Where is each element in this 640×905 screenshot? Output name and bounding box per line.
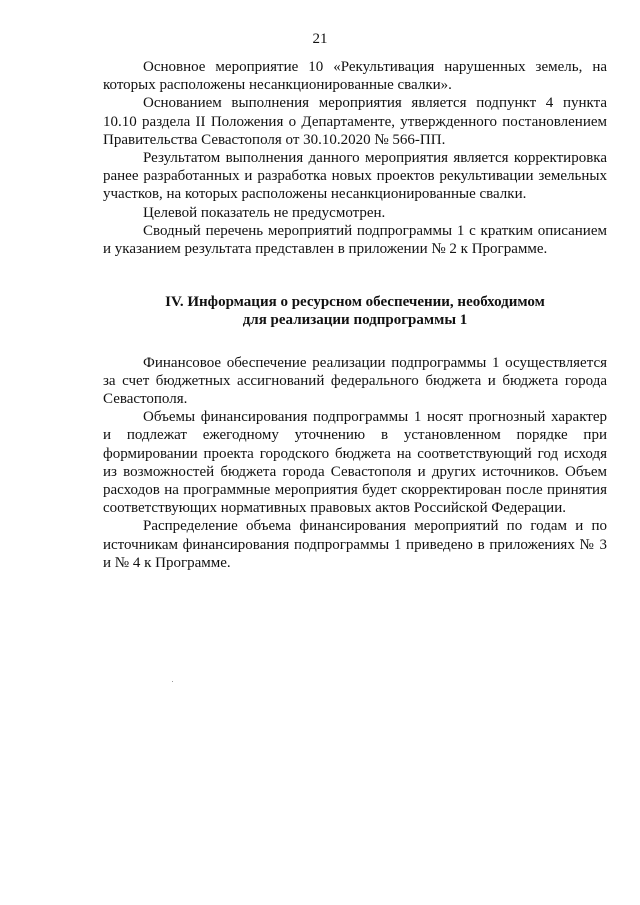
page-number: 21 xyxy=(312,31,328,47)
scan-speck xyxy=(172,681,173,682)
paragraph-target-indicator: Целевой показатель не предусмотрен. xyxy=(143,204,386,221)
section-heading-line-1: IV. Информация о ресурсном обеспечении, необходимом xyxy=(165,294,545,311)
paragraph-activity-result: Результатом выполнения данного мероприятия является корректировка ранее разработанных и разработка новых проектов рекультивации земельных участков, на которых расположены несанкционированные свалки. xyxy=(103,150,607,203)
paragraph-activity-10-title: Основное мероприятие 10 «Рекультивация нарушенных земель, на которых расположены несанкционированные свалки». xyxy=(103,59,607,94)
section-heading-line-2: для реализации подпрограммы 1 xyxy=(242,312,468,329)
paragraph-activity-basis: Основанием выполнения мероприятия является подпункт 4 пункта 10.10 раздела II Положения о Департаменте, утвержденного постановлением Правительства Севастополя от 30.10.2020 № 566-ПП. xyxy=(103,95,607,148)
page-content xyxy=(103,58,607,572)
paragraph-funding-volumes: Объемы финансирования подпрограммы 1 носят прогнозный характер и подлежат ежегодному уточнению в установленном порядке при формировании проекта городского бюджета на соответствующий год исходя из возможностей бюджета города Севастополя и других источников. Объем расходов на программные мероприятия будет скорректирован после принятия соответствующих нормативных правовых актов Российской Федерации. xyxy=(103,409,607,517)
paragraph-funding-distribution: Распределение объема финансирования мероприятий по годам и по источникам финансирования подпрограммы 1 приведено в приложениях № 3 и № 4 к Программе. xyxy=(103,518,607,571)
paragraph-summary-list: Сводный перечень мероприятий подпрограммы 1 с кратким описанием и указанием результата представлен в приложении № 2 к Программе. xyxy=(103,222,607,258)
funding-section xyxy=(103,354,607,572)
activity-10-section xyxy=(103,58,607,258)
section-heading-iv xyxy=(103,293,607,329)
paragraph-funding-sources: Финансовое обеспечение реализации подпрограммы 1 осуществляется за счет бюджетных ассигнований федерального бюджета и бюджета города Севастополя. xyxy=(103,354,607,408)
